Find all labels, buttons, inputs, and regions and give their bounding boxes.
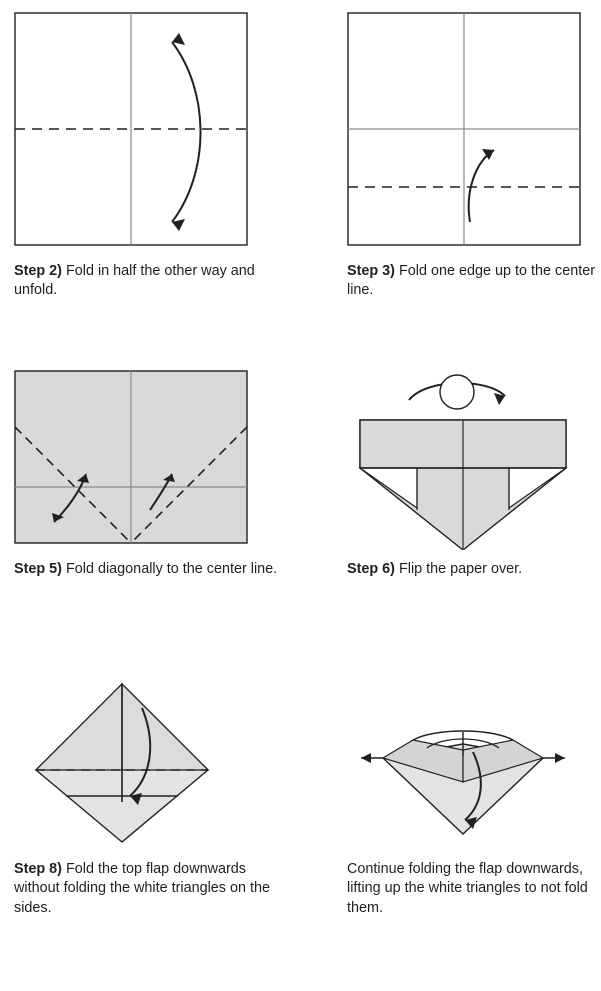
caption-text-step-8: Fold the top flap downwards without folding the white triangles on the sides. [14, 861, 270, 916]
step-panel-step-2 [14, 12, 282, 301]
caption-label-step-8: Step 8) [14, 861, 62, 877]
figure-step-9 [347, 672, 601, 850]
caption-step-3 [347, 262, 601, 301]
figure-step-2 [14, 12, 282, 252]
house-shape-with-flip-over-arrow [347, 370, 595, 550]
grey-rectangle-with-two-diagonal-dashed-folds-and-arrows [14, 370, 262, 550]
step-panel-step-5 [14, 370, 282, 579]
step-panel-step-6 [347, 370, 601, 579]
folded-diamond-with-side-arrows-and-down-arrow [347, 672, 595, 850]
figure-step-3 [347, 12, 601, 252]
caption-label-step-2: Step 2) [14, 263, 62, 279]
step-panel-step-3 [347, 12, 601, 301]
caption-text-step-5: Fold diagonally to the center line. [61, 561, 278, 577]
caption-text-step-9: Continue folding the flap downwards, lifting up the white triangles to not fold them. [347, 861, 588, 916]
step-panel-step-8 [14, 672, 282, 918]
diamond-with-horizontal-dashed-fold-and-down-arrow [14, 672, 262, 850]
caption-step-9 [347, 860, 601, 918]
caption-label-step-5: Step 5) [14, 561, 62, 577]
caption-label-step-3: Step 3) [347, 263, 395, 279]
figure-step-5 [14, 370, 282, 550]
caption-step-8 [14, 860, 282, 918]
caption-step-6 [347, 560, 601, 579]
step-panel-step-9 [347, 672, 601, 918]
caption-step-5 [14, 560, 282, 579]
square-with-center-lines-and-lower-dashed-fold-with-curved-arrow [347, 12, 587, 252]
caption-label-step-6: Step 6) [347, 561, 395, 577]
figure-step-8 [14, 672, 282, 850]
figure-step-6 [347, 370, 601, 550]
caption-text-step-6: Flip the paper over. [394, 561, 523, 577]
caption-text-step-3: Fold one edge up to the center line. [347, 263, 595, 299]
caption-step-2 [14, 262, 282, 301]
caption-text-step-2: Fold in half the other way and unfold. [14, 263, 255, 299]
square-vertical-crease-with-horizontal-dashed-fold-and-curved-arrow [14, 12, 254, 252]
